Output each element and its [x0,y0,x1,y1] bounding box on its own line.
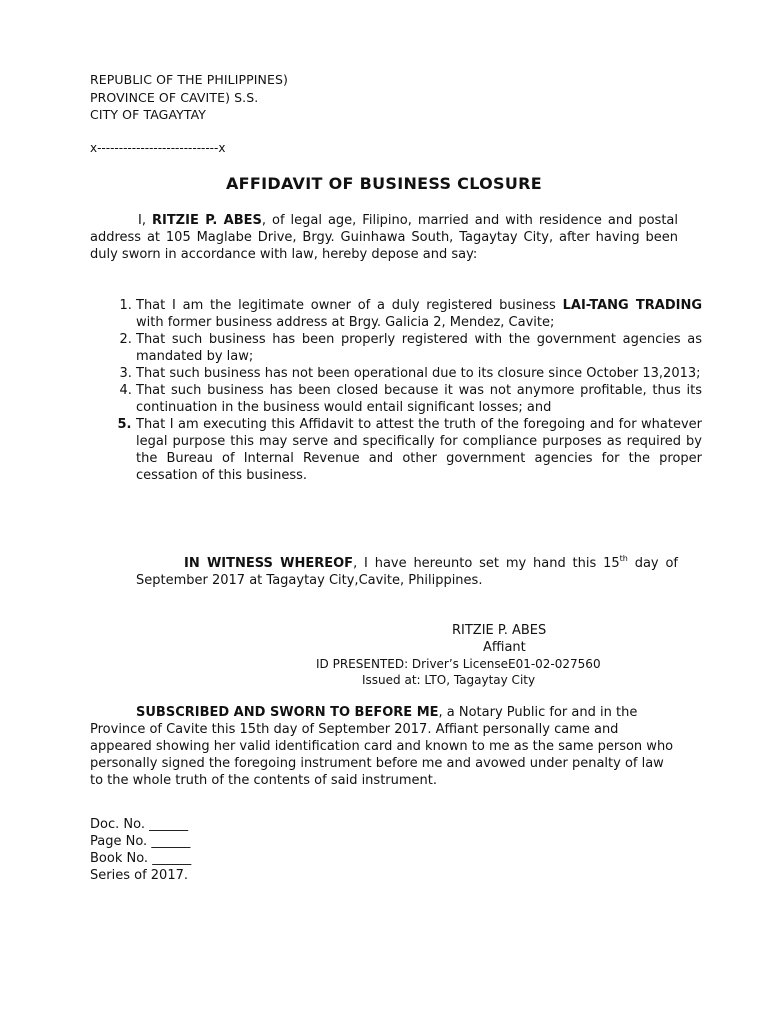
deposition-list [112,297,702,484]
affiant-name-inline: RITZIE P. ABES [151,213,262,228]
witness-paragraph [136,555,678,589]
list-item: 3. That such business has not been operational due to its closure since October 13,2013; [136,365,702,382]
item-1-text-end: with former business address at Brgy. Galicia 2, Mendez, Cavite; [136,315,555,330]
witness-text: , I have hereunto set my hand this 15 [353,556,620,571]
jurat-paragraph [90,704,678,789]
book-number: Book No. ______ [90,851,192,866]
jurat-lead: SUBSCRIBED AND SWORN TO BEFORE ME [136,705,439,720]
header-republic: REPUBLIC OF THE PHILIPPINES) [90,72,289,87]
intro-text: , of legal age, Filipino, married and with residence and postal address at 105 Maglabe Drive, Brgy. Guinhawa South, Tagaytay City, after having been duly sworn in accordance with law, hereby depose and say: [90,213,678,262]
list-item: 5. That I am executing this Affidavit to attest the truth of the foregoing and for whatever legal purpose this may serve and specifically for compliance purposes as required by the Bureau of Internal Revenue and other government agencies for the proper cessation of this business. [136,416,702,484]
page-number: Page No. ______ [90,834,191,849]
list-item [136,297,702,331]
witness-text-end: day of September 2017 at Tagaytay City,Cavite, Philippines. [136,556,678,588]
list-item: 2. That such business has been properly registered with the government agencies as mandated by law; [136,331,702,365]
document-title: AFFIDAVIT OF BUSINESS CLOSURE [225,174,542,193]
doc-number: Doc. No. ______ [90,817,189,832]
id-presented: ID PRESENTED: Driver’s LicenseE01-02-027560 [316,657,601,671]
witness-sup: th [619,554,628,563]
intro-paragraph [90,212,678,263]
series-year: Series of 2017. [90,868,188,883]
affiant-role: Affiant [483,640,526,655]
intro-prefix: I, [138,213,152,228]
witness-lead: IN WITNESS WHEREOF [184,556,354,571]
header-province: PROVINCE OF CAVITE) S.S. [90,90,259,105]
affiant-signature-name: RITZIE P. ABES [452,623,547,638]
jurat-text: , a Notary Public for and in the Province of Cavite this 15th day of September 2017. Affiant personally came and appeared showing her valid identification card and known to me as the same person who personally signed the foregoing instrument before me and avowed under penalty of law to the whole truth of the contents of said instrument. [90,705,674,788]
header-city: CITY OF TAGAYTAY [90,107,207,122]
item-1-text: That I am the legitimate owner of a duly registered business [136,298,563,313]
header-divider: x----------------------------x [90,141,226,155]
id-issued-at: Issued at: LTO, Tagaytay City [362,673,536,687]
business-name: LAI-TANG TRADING [562,298,703,313]
list-item: 4. That such business has been closed because it was not anymore profitable, thus its continuation in the business would entail significant losses; and [136,382,702,416]
